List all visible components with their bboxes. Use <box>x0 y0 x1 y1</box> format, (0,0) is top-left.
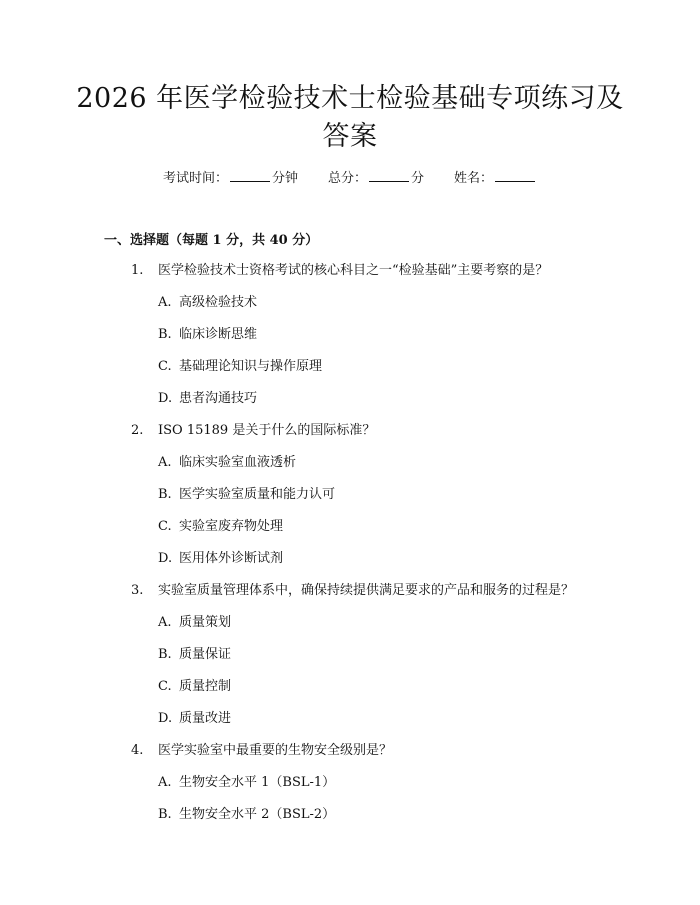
score-unit: 分 <box>411 171 425 186</box>
question-2 <box>131 422 375 440</box>
option-text: 患者沟通技巧 <box>179 391 258 406</box>
option-letter: B. <box>158 327 172 342</box>
option-2b <box>158 486 335 504</box>
exam-meta-line <box>0 169 700 188</box>
question-4 <box>131 742 392 760</box>
option-text: 质量保证 <box>179 647 232 662</box>
option-letter: D. <box>158 391 173 406</box>
option-text: 质量策划 <box>179 615 232 630</box>
option-text: 基础理论知识与操作原理 <box>179 359 323 374</box>
option-letter: A. <box>158 295 172 310</box>
option-letter: D. <box>158 711 173 726</box>
option-text: 实验室废弃物处理 <box>179 519 284 534</box>
option-1d <box>158 390 257 408</box>
question-number: 1. <box>131 263 144 278</box>
option-2d <box>158 550 283 568</box>
time-blank <box>230 169 270 182</box>
option-text: 临床诊断思维 <box>179 327 258 342</box>
option-1b <box>158 326 257 344</box>
option-text: 医学实验室质量和能力认可 <box>179 487 336 502</box>
option-letter: C. <box>158 519 172 534</box>
question-text: 实验室质量管理体系中，确保持续提供满足要求的产品和服务的过程是？ <box>158 583 575 598</box>
option-letter: B. <box>158 807 172 822</box>
option-3d <box>158 710 231 728</box>
question-number: 4. <box>131 743 144 758</box>
question-text: 医学检验技术士资格考试的核心科目之一“检验基础”主要考察的是？ <box>158 263 549 278</box>
section-heading: 一、选择题（每题 1 分，共 40 分） <box>104 233 319 248</box>
option-text: 生物安全水平 2（BSL-2） <box>179 807 336 822</box>
option-3a <box>158 614 231 632</box>
option-letter: D. <box>158 551 173 566</box>
question-3 <box>131 582 574 600</box>
option-letter: B. <box>158 487 172 502</box>
score-label: 总分： <box>327 171 367 186</box>
option-1c <box>158 358 322 376</box>
option-1a <box>158 294 257 312</box>
question-1 <box>131 262 548 280</box>
score-blank <box>369 169 409 182</box>
option-3c <box>158 678 231 696</box>
option-letter: A. <box>158 775 172 790</box>
name-blank <box>495 169 535 182</box>
option-letter: C. <box>158 359 172 374</box>
option-letter: C. <box>158 679 172 694</box>
option-letter: A. <box>158 455 172 470</box>
title-line-2: 答案 <box>322 121 378 152</box>
question-text: ISO 15189 是关于什么的国际标准？ <box>158 423 376 438</box>
option-text: 生物安全水平 1（BSL-1） <box>179 775 336 790</box>
option-2a <box>158 454 296 472</box>
option-4a <box>158 774 335 792</box>
option-text: 质量改进 <box>179 711 232 726</box>
option-4b <box>158 806 335 824</box>
question-number: 2. <box>131 423 144 438</box>
option-text: 医用体外诊断试剂 <box>179 551 284 566</box>
option-letter: A. <box>158 615 172 630</box>
time-unit: 分钟 <box>271 171 298 186</box>
option-text: 临床实验室血液透析 <box>179 455 297 470</box>
question-number: 3. <box>131 583 144 598</box>
option-2c <box>158 518 283 536</box>
name-label: 姓名： <box>454 171 494 186</box>
option-3b <box>158 646 231 664</box>
question-text: 医学实验室中最重要的生物安全级别是？ <box>158 743 393 758</box>
title-line-1: 2026 年医学检验技术士检验基础专项练习及 <box>76 83 624 114</box>
document-title <box>60 80 640 156</box>
option-text: 高级检验技术 <box>179 295 258 310</box>
time-label: 考试时间： <box>162 171 228 186</box>
option-letter: B. <box>158 647 172 662</box>
option-text: 质量控制 <box>179 679 232 694</box>
